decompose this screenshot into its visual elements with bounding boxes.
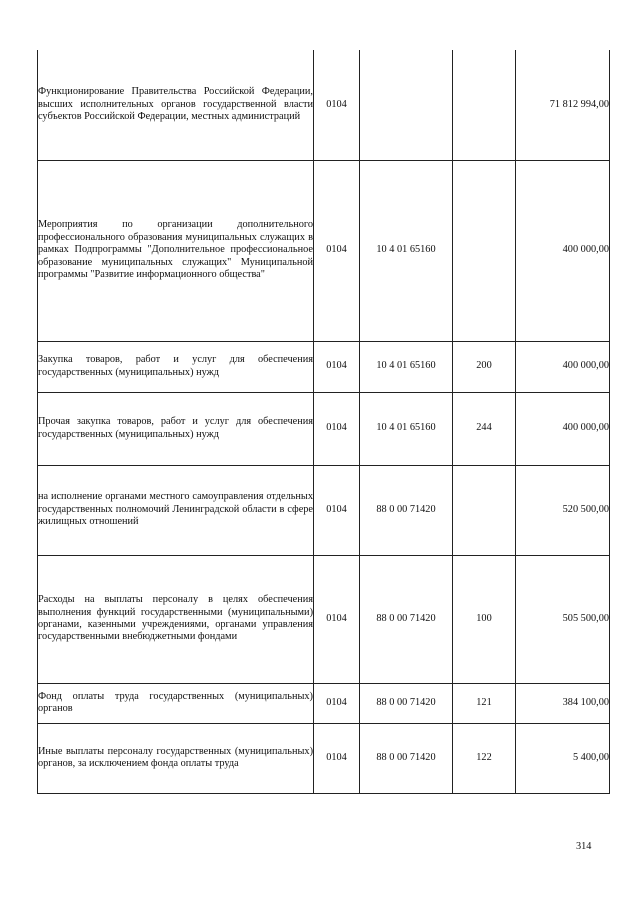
row-name-cell: Расходы на выплаты персоналу в целях обеспечения выполнения функций государственными (муниципальными) органами, казенными учреждениями, органами управления государственными внебюджетными фондами <box>38 555 314 683</box>
amount-cell: 400 000,00 <box>516 392 610 465</box>
page-number: 314 <box>576 841 592 852</box>
row-name-cell: Фонд оплаты труда государственных (муниципальных) органов <box>38 683 314 723</box>
target-article-cell: 10 4 01 65160 <box>360 341 453 392</box>
expense-type-cell: 244 <box>453 392 516 465</box>
section-code-cell: 0104 <box>314 555 360 683</box>
target-article-cell <box>360 50 453 160</box>
expense-type-cell: 121 <box>453 683 516 723</box>
section-code-cell: 0104 <box>314 465 360 555</box>
table-row <box>38 723 610 793</box>
row-name-cell: Функционирование Правительства Российской Федерации, высших исполнительных органов государственной власти субъектов Российской Федерации, местных администраций <box>38 50 314 160</box>
table-row <box>38 392 610 465</box>
table-row <box>38 50 610 160</box>
section-code-cell: 0104 <box>314 723 360 793</box>
section-code-cell: 0104 <box>314 341 360 392</box>
table-row <box>38 683 610 723</box>
table-row <box>38 341 610 392</box>
target-article-cell: 10 4 01 65160 <box>360 160 453 341</box>
row-name-cell: Иные выплаты персоналу государственных (муниципальных) органов, за исключением фонда оплаты труда <box>38 723 314 793</box>
expense-type-cell: 100 <box>453 555 516 683</box>
amount-cell: 400 000,00 <box>516 160 610 341</box>
row-name-cell: на исполнение органами местного самоуправления отдельных государственных полномочий Ленинградской области в сфере жилищных отношений <box>38 465 314 555</box>
amount-cell: 520 500,00 <box>516 465 610 555</box>
budget-table <box>37 50 610 794</box>
target-article-cell: 88 0 00 71420 <box>360 555 453 683</box>
expense-type-cell <box>453 465 516 555</box>
section-code-cell: 0104 <box>314 160 360 341</box>
expense-type-cell: 122 <box>453 723 516 793</box>
table-row <box>38 555 610 683</box>
expense-type-cell <box>453 160 516 341</box>
amount-cell: 505 500,00 <box>516 555 610 683</box>
amount-cell: 5 400,00 <box>516 723 610 793</box>
amount-cell: 400 000,00 <box>516 341 610 392</box>
section-code-cell: 0104 <box>314 392 360 465</box>
amount-cell: 71 812 994,00 <box>516 50 610 160</box>
table-row <box>38 160 610 341</box>
target-article-cell: 88 0 00 71420 <box>360 465 453 555</box>
target-article-cell: 88 0 00 71420 <box>360 723 453 793</box>
section-code-cell: 0104 <box>314 50 360 160</box>
row-name-cell: Мероприятия по организации дополнительного профессионального образования муниципальных служащих в рамках Подпрограммы "Дополнительное профессиональное образование муниципальных служащих" Муниципальной программы "Развитие информационного общества" <box>38 160 314 341</box>
expense-type-cell <box>453 50 516 160</box>
expense-type-cell: 200 <box>453 341 516 392</box>
table-row <box>38 465 610 555</box>
section-code-cell: 0104 <box>314 683 360 723</box>
target-article-cell: 10 4 01 65160 <box>360 392 453 465</box>
target-article-cell: 88 0 00 71420 <box>360 683 453 723</box>
amount-cell: 384 100,00 <box>516 683 610 723</box>
row-name-cell: Прочая закупка товаров, работ и услуг для обеспечения государственных (муниципальных) нужд <box>38 392 314 465</box>
row-name-cell: Закупка товаров, работ и услуг для обеспечения государственных (муниципальных) нужд <box>38 341 314 392</box>
